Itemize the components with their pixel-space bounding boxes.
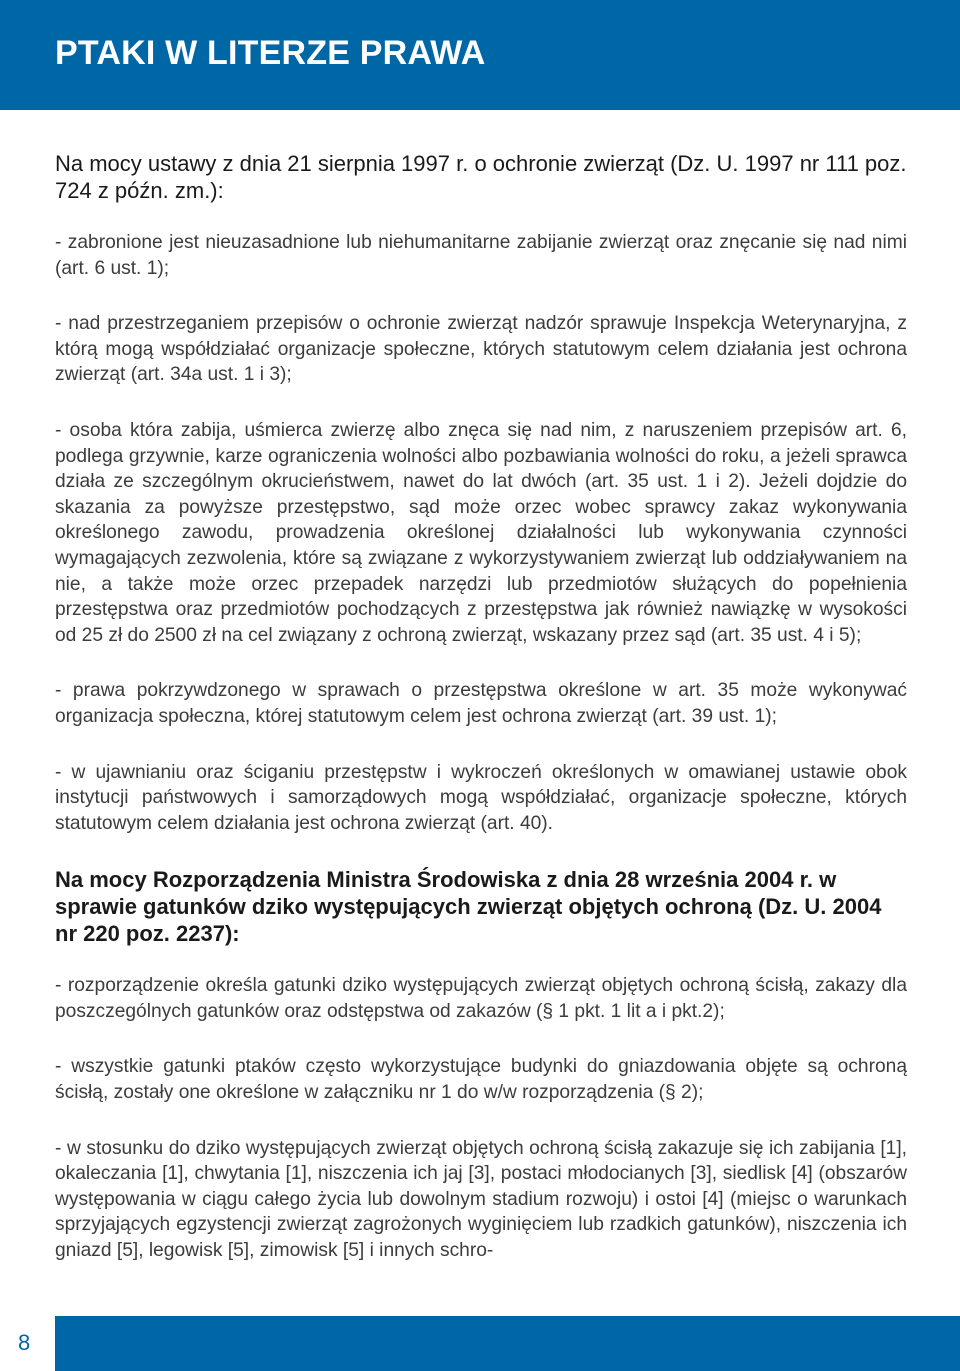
header-bar <box>0 0 960 110</box>
paragraph: - osoba która zabija, uśmierca zwierzę albo znęca się nad nim, z naruszeniem przepisów art. 6, podlega grzywnie, karze ograniczenia wolności albo pozbawiania wolności do roku, a jeżeli sprawca działa ze szczególnym okrucieństwem, nawet do lat dwóch (art. 35 ust. 1 i 2). Jeżeli dojdzie do skazania za powyższe przestępstwo, sąd może orzec wobec sprawcy zakaz wykonywania określonego zawodu, prowadzenia określonej działalności lub wykonywania czynności wymagających zezwolenia, które są związane z wykorzystywaniem zwierząt lub oddziaływaniem na nie, a także może orzec przepadek narzędzi lub przedmiotów służących do popełnienia przestępstwa oraz przedmiotów pochodzących z przestępstwa jak również nawiązkę w wysokości od 25 zł do 2500 zł na cel związany z ochroną zwierząt, wskazany przez sąd (art. 35 ust. 4 i 5); <box>55 419 907 646</box>
page-title: PTAKI W LITERZE PRAWA <box>55 34 486 72</box>
paragraph: - w stosunku do dziko występujących zwierząt objętych ochroną ścisłą zakazuje się ich zabijania [1], okaleczania [1], chwytania [1], niszczenia ich jaj [3], postaci młodocianych [3], siedlisk [4] (obszarów występowania w ciągu całego życia lub dowolnym stadium rozwoju) i ostoi [4] (miejsc o warunkach sprzyjających egzystencji zwierząt zagrożonych wyginięciem lub rzadkich gatunków), niszczenia ich gniazd [5], legowisk [5], zimowisk [5] i innych schro- <box>55 1137 907 1262</box>
paragraph: - w ujawnianiu oraz ściganiu przestępstw i wykroczeń określonych w omawianej ustawie obok instytucji państwowych i samorządowych mogą współdziałać, organizacje społeczne, których statutowym celem działania jest ochrona zwierząt (art. 40). <box>55 761 907 834</box>
page-number: 8 <box>18 1330 31 1355</box>
paragraph: - rozporządzenie określa gatunki dziko występujących zwierząt objętych ochroną ścisłą, zakazy dla poszczególnych gatunków oraz odstępstwa od zakazów (§ 1 pkt. 1 lit a i pkt.2); <box>55 975 907 1022</box>
footer-bar <box>55 1316 960 1371</box>
paragraph: - prawa pokrzywdzonego w sprawach o przestępstwa określone w art. 35 może wykonywać organizacja społeczna, której statutowym celem jest ochrona zwierząt (art. 39 ust. 1); <box>55 680 907 727</box>
section-heading-regulation: Na mocy Rozporządzenia Ministra Środowiska z dnia 28 września 2004 r. w sprawie gatunków dziko występujących zwierząt objętych ochroną (Dz. U. 2004 nr 220 poz. 2237): <box>55 867 882 947</box>
paragraph: - nad przestrzeganiem przepisów o ochronie zwierząt nadzór sprawuje Inspekcja Weterynaryjna, z którą mogą współdziałać organizacje społeczne, których statutowym celem działania jest ochrona zwierząt (art. 34a ust. 1 i 3); <box>55 313 907 386</box>
section-heading-act: Na mocy ustawy z dnia 21 sierpnia 1997 r. o ochronie zwierząt (Dz. U. 1997 nr 111 poz. 724 z późn. zm.): <box>55 151 907 203</box>
paragraph: - wszystkie gatunki ptaków często wykorzystujące budynki do gniazdowania objęte są ochroną ścisłą, zostały one określone w załączniku nr 1 do w/w rozporządzenia (§ 2); <box>55 1056 907 1104</box>
paragraph: - zabronione jest nieuzasadnione lub niehumanitarne zabijanie zwierząt oraz znęcanie się nad nimi (art. 6 ust. 1); <box>55 232 907 279</box>
document-body <box>55 150 907 1264</box>
